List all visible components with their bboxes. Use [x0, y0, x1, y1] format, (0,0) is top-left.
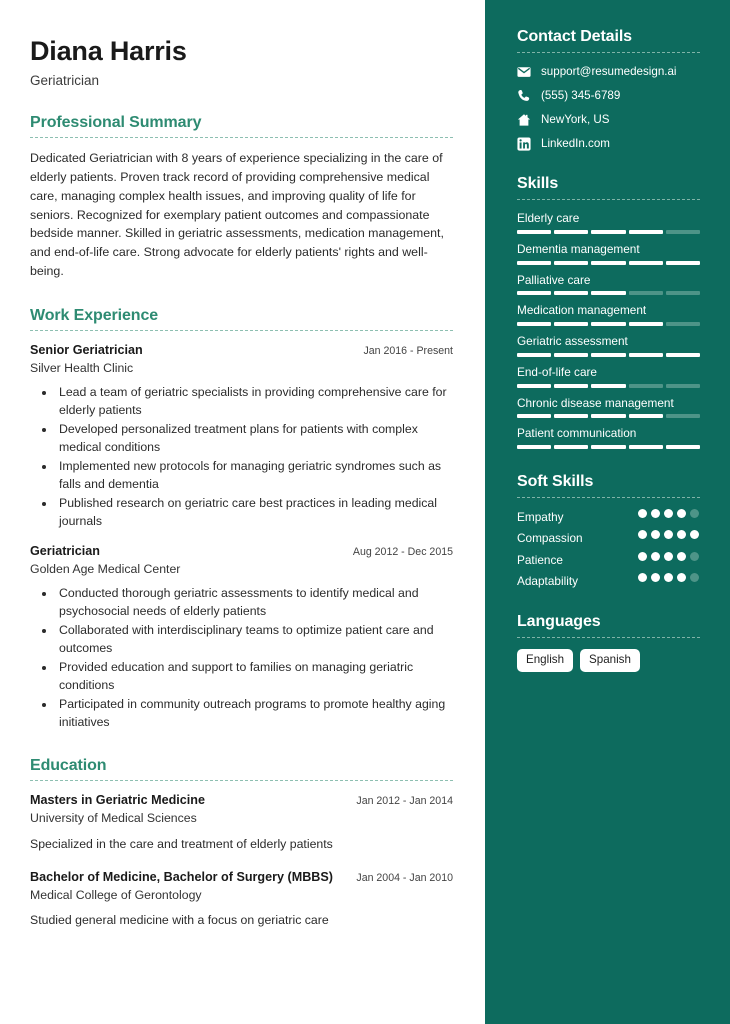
soft-skill-item — [517, 552, 700, 568]
skill-level-segment — [629, 291, 663, 295]
work-entry — [30, 342, 453, 530]
soft-skill-item — [517, 573, 700, 589]
skill-level-segment — [666, 414, 700, 418]
work-entry-date: Aug 2012 - Dec 2015 — [352, 546, 453, 559]
section-heading-soft-skills: Soft Skills — [517, 473, 594, 491]
section-divider — [517, 199, 700, 200]
skill-level-segment — [554, 414, 588, 418]
skill-level-segment — [666, 322, 700, 326]
list-item: • Implemented new protocols for managing geriatric syndromes such as falls and dementia — [56, 457, 453, 493]
skill-level-segment — [591, 322, 625, 326]
rating-dot — [638, 552, 647, 561]
skill-item — [517, 365, 700, 388]
section-heading-languages: Languages — [517, 613, 601, 631]
work-entry-bullets — [30, 383, 453, 531]
contact-value: support@resumedesign.ai — [541, 65, 677, 78]
rating-dot — [651, 530, 660, 539]
work-entry-list — [30, 342, 453, 731]
skill-level-segment — [554, 384, 588, 388]
skill-name: Elderly care — [517, 211, 580, 226]
rating-dot — [664, 509, 673, 518]
skill-level-segment — [591, 291, 625, 295]
education-entry-degree: Masters in Geriatric Medicine — [30, 793, 205, 808]
skill-name: Geriatric assessment — [517, 334, 628, 349]
soft-skill-name: Empathy — [517, 510, 564, 525]
contact-value: NewYork, US — [541, 113, 610, 127]
home-icon — [517, 113, 531, 127]
skill-level-segment — [517, 322, 551, 326]
skill-level-segment — [517, 384, 551, 388]
education-entry-school: Medical College of Gerontology — [30, 887, 202, 902]
page-title: Diana Harris — [30, 36, 187, 66]
contact-details-section — [517, 28, 700, 151]
skill-level-segment — [629, 384, 663, 388]
contact-value: LinkedIn.com — [541, 137, 610, 151]
skill-name: Patient communication — [517, 426, 637, 441]
education-entry-school: University of Medical Sciences — [30, 811, 197, 826]
skill-level-segment — [517, 353, 551, 357]
rating-dot — [651, 573, 660, 582]
skill-name: Dementia management — [517, 241, 640, 256]
rating-dot — [690, 552, 699, 561]
skill-item — [517, 273, 700, 296]
skill-level-segment — [554, 261, 588, 265]
skill-name: Medication management — [517, 303, 647, 318]
skill-level-segment — [517, 414, 551, 418]
section-divider — [30, 780, 453, 781]
list-item: • Conducted thorough geriatric assessments to identify medical and psychosocial needs of elderly patients — [56, 584, 453, 620]
soft-skill-rating — [638, 530, 700, 539]
soft-skill-item — [517, 530, 700, 546]
job-title: Geriatrician — [30, 73, 100, 89]
language-pill[interactable]: English — [517, 649, 573, 671]
section-heading-work: Work Experience — [30, 306, 159, 324]
work-entry-header — [30, 342, 453, 359]
soft-skill-rating — [638, 552, 700, 561]
list-item: • Published research on geriatric care best practices in leading medical journals — [56, 494, 453, 530]
work-entry-header — [30, 543, 453, 560]
soft-skill-item — [517, 509, 700, 525]
contact-value: (555) 345-6789 — [541, 89, 621, 103]
skill-level-segment — [591, 353, 625, 357]
rating-dot — [677, 552, 686, 561]
section-divider — [30, 330, 453, 331]
soft-skill-rating — [638, 509, 700, 518]
sidebar — [485, 0, 730, 1024]
work-entry-date: Jan 2016 - Present — [363, 344, 453, 357]
skill-level-bar — [517, 261, 700, 265]
skill-level-segment — [591, 414, 625, 418]
skill-level-segment — [517, 230, 551, 234]
skill-level-segment — [554, 445, 588, 449]
list-item: • Provided education and support to families on managing geriatric conditions — [56, 658, 453, 694]
skill-name: Palliative care — [517, 272, 591, 287]
rating-dot — [651, 552, 660, 561]
education-entry-header — [30, 869, 453, 886]
skill-level-segment — [591, 384, 625, 388]
skill-level-bar — [517, 414, 700, 418]
work-entry-title: Geriatrician — [30, 544, 100, 559]
rating-dot — [651, 509, 660, 518]
skill-level-segment — [591, 230, 625, 234]
skills-section — [517, 175, 700, 449]
skill-item — [517, 396, 700, 419]
section-divider — [30, 137, 453, 138]
skill-level-bar — [517, 322, 700, 326]
skill-level-segment — [554, 291, 588, 295]
skill-level-segment — [554, 230, 588, 234]
skill-level-segment — [666, 291, 700, 295]
rating-dot — [677, 573, 686, 582]
skill-level-segment — [666, 384, 700, 388]
list-item: • Participated in community outreach programs to promote healthy aging initiatives — [56, 695, 453, 731]
education-entry-date: Jan 2004 - Jan 2010 — [356, 871, 453, 884]
skill-level-bar — [517, 384, 700, 388]
rating-dot — [638, 509, 647, 518]
skill-level-segment — [666, 230, 700, 234]
section-divider — [517, 497, 700, 498]
rating-dot — [690, 573, 699, 582]
work-experience-section — [30, 307, 453, 731]
soft-skills-list — [517, 509, 700, 589]
rating-dot — [664, 552, 673, 561]
list-item: • Lead a team of geriatric specialists in providing comprehensive care for elderly patients — [56, 383, 453, 419]
skill-level-segment — [591, 445, 625, 449]
skill-level-segment — [629, 414, 663, 418]
skill-level-segment — [666, 353, 700, 357]
rating-dot — [664, 530, 673, 539]
skill-item — [517, 303, 700, 326]
work-entry — [30, 543, 453, 731]
skill-level-segment — [666, 445, 700, 449]
rating-dot — [677, 509, 686, 518]
skill-level-segment — [629, 322, 663, 326]
language-list — [517, 649, 700, 671]
soft-skills-section — [517, 473, 700, 589]
education-entry-degree: Bachelor of Medicine, Bachelor of Surgery (MBBS) — [30, 869, 334, 884]
skill-level-segment — [554, 353, 588, 357]
list-item: • Collaborated with interdisciplinary teams to optimize patient care and outcomes — [56, 621, 453, 657]
section-heading-summary: Professional Summary — [30, 114, 202, 132]
language-pill[interactable]: Spanish — [580, 649, 640, 671]
rating-dot — [690, 509, 699, 518]
skill-name: End-of-life care — [517, 364, 597, 379]
summary-text: Dedicated Geriatrician with 8 years of experience specializing in the care of elderly patients. Proven track record of providing comprehensive medical care, managing complex health issues, and improving quality of life for seniors. Recognized for exemplary patient outcomes and compassionate bedside manner. Skilled in geriatric assessments, medication management, and end-of-life care. Strong advocate for elderly patients' rights and well-being. — [30, 151, 444, 279]
envelope-icon — [517, 65, 531, 79]
skill-level-segment — [591, 261, 625, 265]
education-entry-date: Jan 2012 - Jan 2014 — [356, 795, 453, 808]
section-divider — [517, 52, 700, 53]
rating-dot — [638, 573, 647, 582]
section-heading-skills: Skills — [517, 175, 559, 193]
work-entry-company: Silver Health Clinic — [30, 360, 134, 375]
skill-level-bar — [517, 445, 700, 449]
soft-skill-name: Patience — [517, 552, 563, 567]
education-entry-description: Specialized in the care and treatment of elderly patients — [30, 836, 333, 851]
skill-level-segment — [554, 322, 588, 326]
contact-item[interactable] — [517, 136, 700, 151]
skill-level-segment — [666, 261, 700, 265]
skill-level-segment — [517, 445, 551, 449]
rating-dot — [638, 530, 647, 539]
skill-item — [517, 334, 700, 357]
work-entry-company: Golden Age Medical Center — [30, 562, 181, 577]
skills-list — [517, 211, 700, 449]
soft-skill-rating — [638, 573, 700, 582]
rating-dot — [677, 530, 686, 539]
contact-list — [517, 64, 700, 151]
contact-item[interactable] — [517, 88, 700, 103]
skill-item — [517, 426, 700, 449]
languages-section — [517, 613, 700, 671]
rating-dot — [664, 573, 673, 582]
phone-icon — [517, 89, 531, 103]
professional-summary-section — [30, 114, 453, 281]
skill-level-bar — [517, 353, 700, 357]
education-entry — [30, 869, 453, 930]
contact-item[interactable] — [517, 112, 700, 127]
section-heading-contact: Contact Details — [517, 28, 632, 45]
skill-level-segment — [629, 445, 663, 449]
skill-level-segment — [517, 261, 551, 265]
linkedin-icon — [517, 137, 531, 151]
skill-level-segment — [629, 353, 663, 357]
education-entry-header — [30, 792, 453, 809]
section-heading-education: Education — [30, 757, 107, 775]
work-entry-title: Senior Geriatrician — [30, 342, 143, 357]
education-entry — [30, 792, 453, 853]
skill-name: Chronic disease management — [517, 395, 674, 410]
skill-level-bar — [517, 230, 700, 234]
education-entry-description: Studied general medicine with a focus on geriatric care — [30, 913, 329, 928]
contact-item[interactable] — [517, 64, 700, 79]
skill-level-segment — [629, 261, 663, 265]
education-entry-list — [30, 792, 453, 930]
skill-item — [517, 242, 700, 265]
list-item: • Developed personalized treatment plans for patients with complex medical conditions — [56, 420, 453, 456]
rating-dot — [690, 530, 699, 539]
skill-level-segment — [517, 291, 551, 295]
skill-level-bar — [517, 291, 700, 295]
work-entry-bullets — [30, 584, 453, 732]
soft-skill-name: Compassion — [517, 531, 583, 546]
education-section — [30, 757, 453, 930]
section-divider — [517, 637, 700, 638]
header-block — [30, 36, 453, 88]
skill-item — [517, 211, 700, 234]
soft-skill-name: Adaptability — [517, 574, 578, 589]
skill-level-segment — [629, 230, 663, 234]
